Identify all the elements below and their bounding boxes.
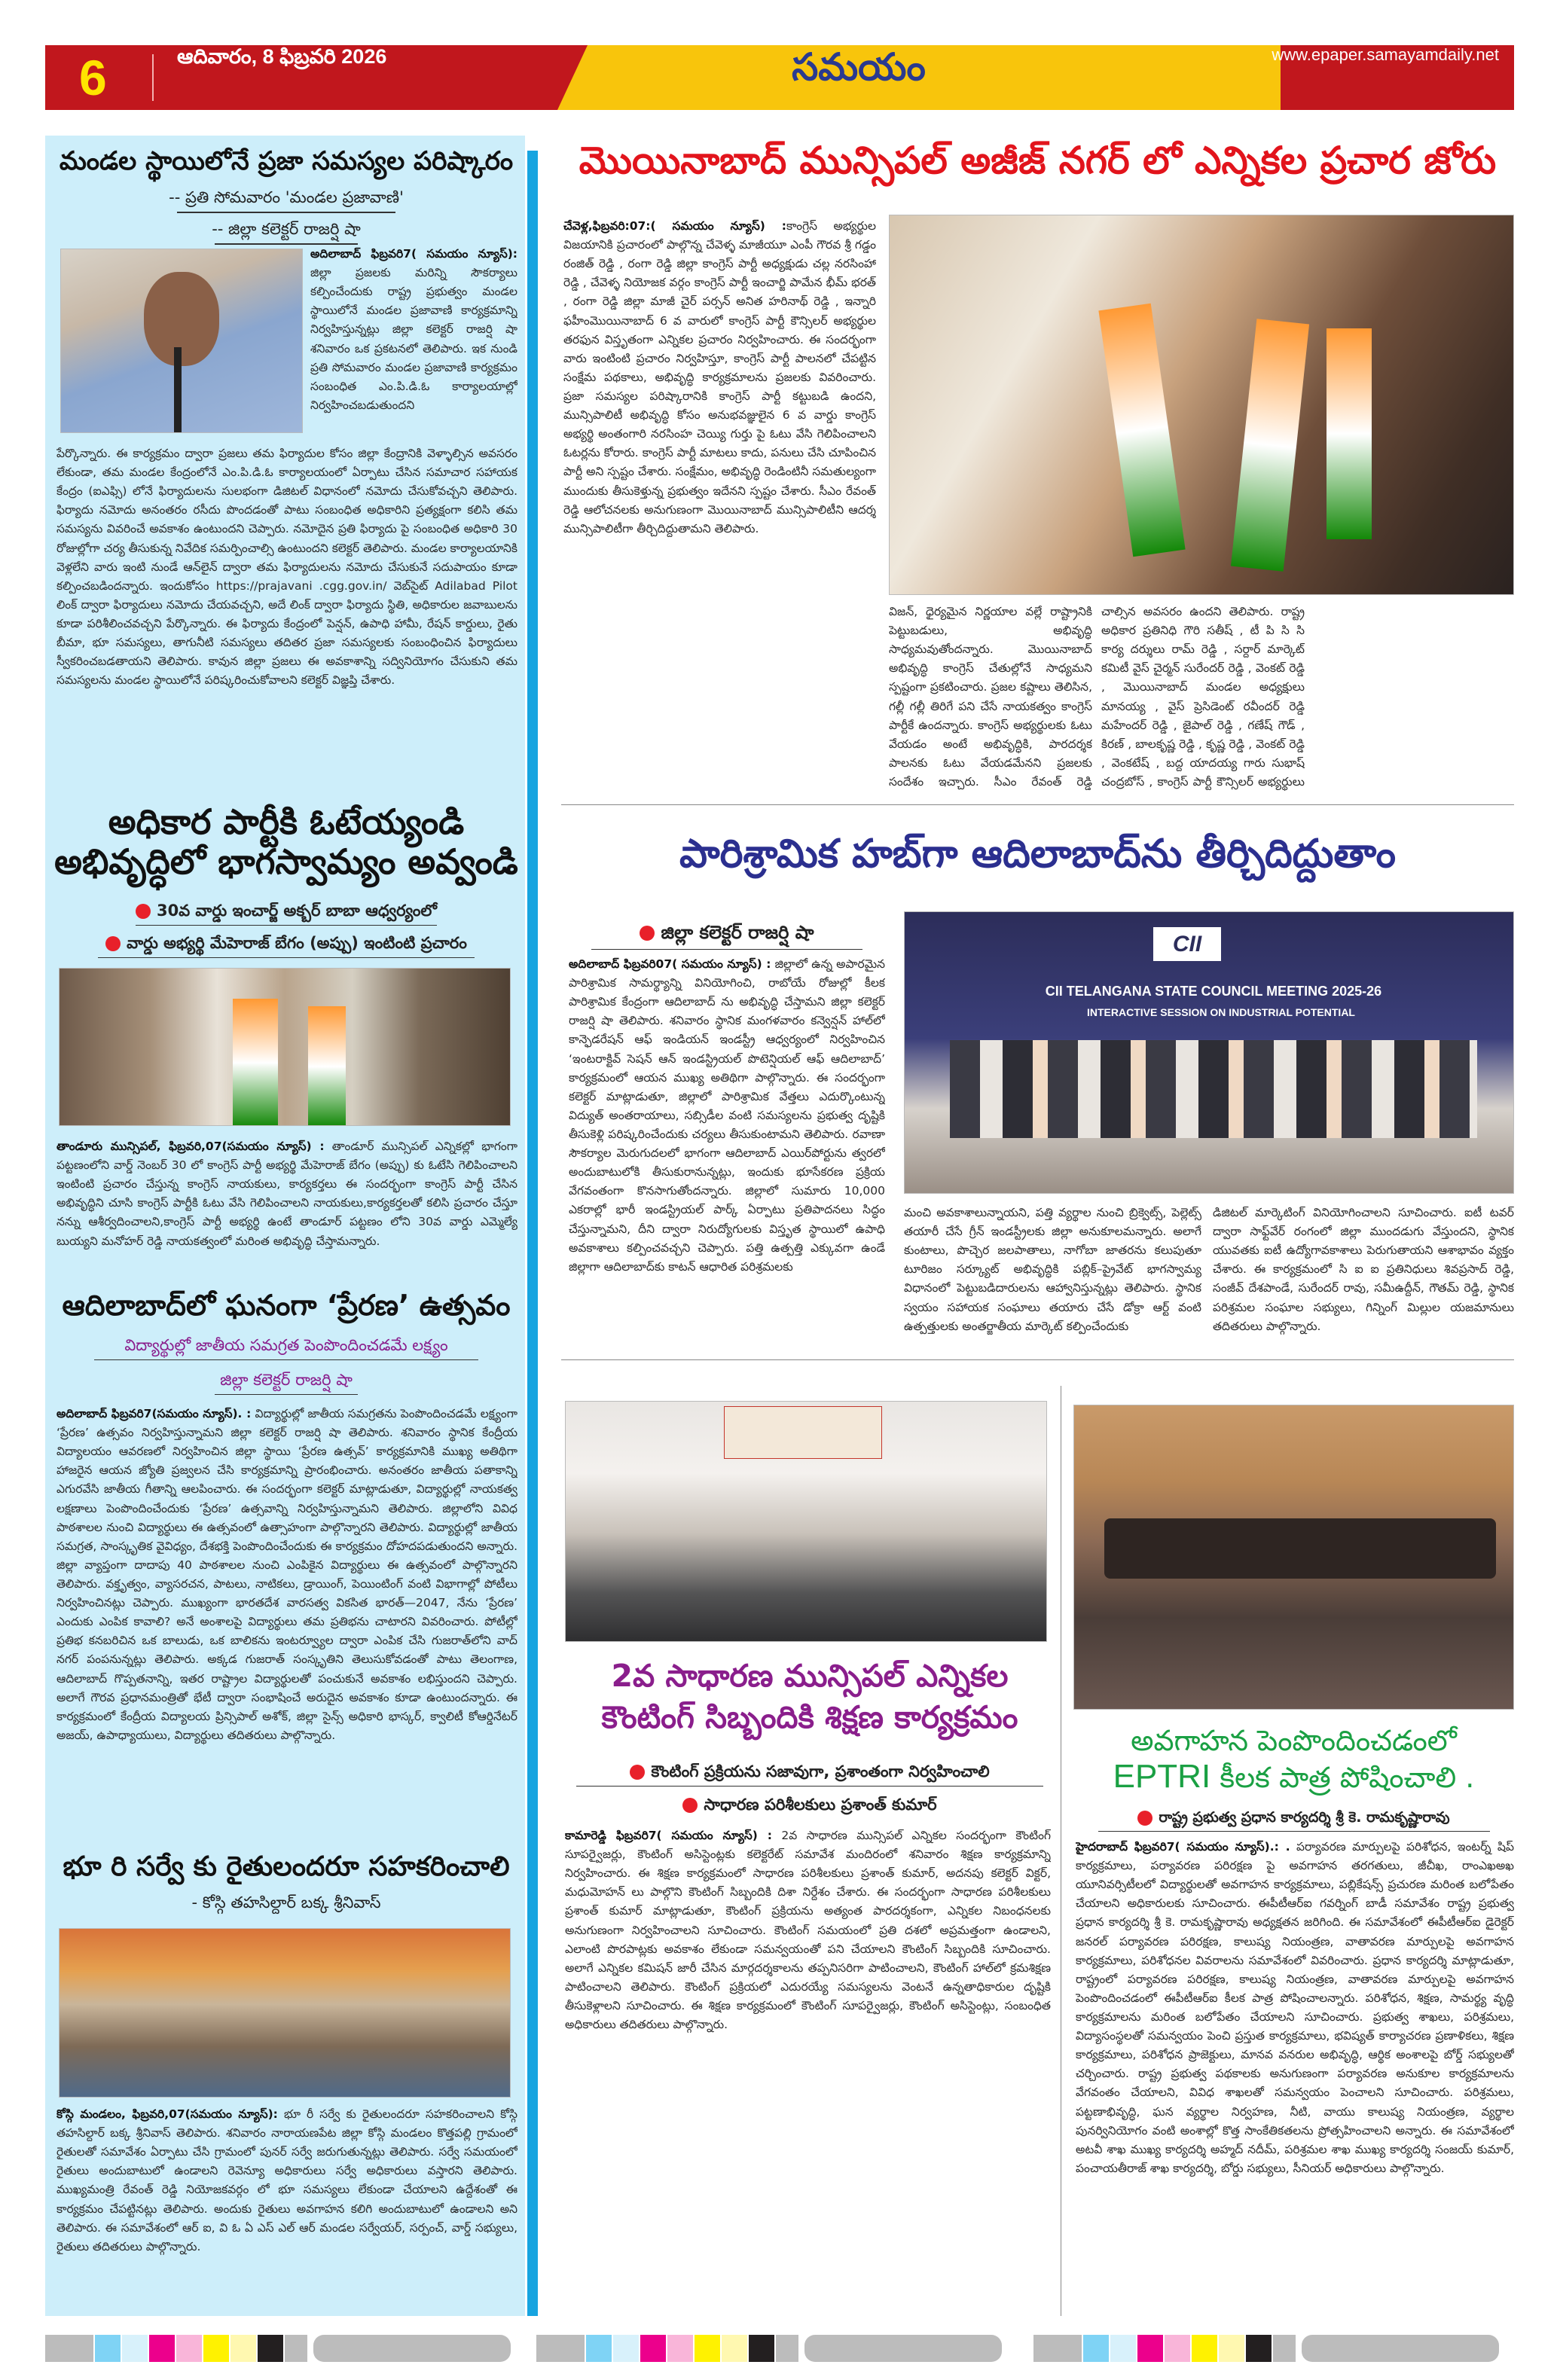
gray-pill (313, 2335, 511, 2362)
bullet-dot-icon (105, 936, 121, 951)
article-body (56, 1137, 517, 1280)
rule (1098, 1831, 1490, 1832)
meeting-photo (59, 1928, 511, 2098)
article-body-continued: పేర్కొన్నారు. ఈ కార్యక్రమం ద్వారా ప్రజలు తమ ఫిర్యాదుల కోసం జిల్లా కేంద్రానికి వెళ్ళాల్సిన అవసరం లేకుండా, తమ మండల కేంద్రంలోనే ఎం.పి.డి.ఓ కార్యాలయంలో ఏర్పాటు చేసిన సమాచార సహాయక కేంద్రం (ఐఎఫ్సి) లోనే ఫిర్యాదులను సులభంగా డిజిటల్ విధానంలో నమోదు చేసుకోవచ్చని తెలిపారు. ఫిర్యాదు నమోదు అనంతరం రసీదు పొందడంతో పాటు సంబంధిత అధికారిని ప్రత్యక్షంగా కలిసి తమ సమస్యను వివరించే అవకాశం ఉంటుందని చెప్పారు. నమోదైన ప్రతి ఫిర్యాదు పై సంబంధిత అధికారి 30 రోజుల్లోగా చర్య తీసుకున్న నివేదిక సమర్పించాల్సి ఉంటుందని కలెక్టర్ తెలిపారు. మండల కార్యాలయానికి వెళ్లలేని వారు ఇంటి నుండే ఆన్‌లైన్ ద్వారా తమ ఫిర్యాదులను నమోదు చేసుకునే సదుపాయం కూడా కల్పించబడిందన్నారు. ఇందుకోసం https://prajavani .cgg.gov.in/ వెబ్‌సైట్ Adilabad Pilot లింక్ ద్వారా ఫిర్యాదులు నమోదు చేయవచ్చని, అదే లింక్ ద్వారా ఫిర్యాదు స్థితి, అధికారుల జవాబులను కూడా పరిశీలించవచ్చని పేర్కొన్నారు. ఈ ఫిర్యాదు కేంద్రంలో పెన్షన్, ఉపాధి హామీ, రేషన్ కార్డులు, రైతు బీమా, భూ సమస్యలు, తాగునీటి సమస్యలు తదితర ప్రజా సమస్యలకు సంబంధించిన ఫిర్యాదులు స్వీకరించబడతాయని తెలిపారు. కావున జిల్లా ప్రజలు ఈ అవకాశాన్ని సద్వినియోగం చేసుకుని తమ సమస్యలను మండల స్థాయిలోనే పరిష్కరించుకోవాలని కలెక్టర్ విజ్ఞప్తి చేశారు. (56, 447, 517, 688)
conference-table (1104, 1518, 1496, 1579)
epaper-url-link[interactable]: www.epaper.samayamdaily.net (1272, 45, 1499, 64)
collector-photo (60, 249, 303, 433)
article-byline: - కోస్గి తహసిల్దార్ బక్క శ్రీనివాస్ (191, 1893, 381, 1912)
article-headline (1070, 1725, 1518, 1796)
article-headline: 2వ సాధారణ మున్సిపల్ ఎన్నికల కౌంటింగ్ సిబ్బందికి శిక్షణ కార్యక్రమం (601, 1658, 1018, 1736)
subheading-text: విద్యార్థుల్లో జాతీయ సమగ్రత పెంపొందించడమే లక్ష్యం (124, 1336, 448, 1354)
article-body-col: మంచి అవకాశాలున్నాయని, పత్తి వ్యర్థాల నుంచి బ్రిక్వెట్స్, పెల్లెట్స్ తయారీ చేసే గ్రీన్ ఇండస్ట్రీలకు జిల్లా అనుకూలమన్నారు. అలాగే కుంటాలు, పొచ్చెర జలపాతాలు, నాగోబా జాతరను కలుపుతూ టూరిజం సర్క్యూట్ అభివృద్ధికి పబ్లిక్–ప్రైవేట్ భాగస్వామ్య విధానంలో పెట్టుబడిదారులను ఆహ్వానిస్తున్నట్లు తెలిపారు. స్థానిక స్వయం సహాయక సంఘాలు తయారు చేసే డోక్రా ఆర్ట్ వంటి ఉత్పత్తులకు అంతర్జాతీయ మార్కెట్ కల్పించేందుకు (904, 1206, 1201, 1333)
rule (177, 212, 395, 213)
dateline: అదిలాబాద్ ఫిబ్రవరి7(సమయం న్యూస్). : (56, 1407, 252, 1420)
bullet-dot-icon (682, 1798, 698, 1813)
section-divider (561, 1359, 1514, 1360)
bullet-text: 30వ వార్డు ఇంచార్జ్ అక్బర్ బాబా ఆధ్వర్యంలో (156, 902, 438, 920)
article-body (1076, 1838, 1514, 2316)
cii-logo: CII (1153, 927, 1221, 961)
bullet-point (561, 1761, 1058, 1787)
color-swatch (1219, 2335, 1244, 2362)
eptri-meeting-photo (1073, 1405, 1514, 1710)
bullet-point (53, 932, 520, 958)
color-swatch (640, 2335, 666, 2362)
article-byline (565, 920, 889, 950)
article-body (563, 217, 876, 793)
gray-pill (1302, 2335, 1499, 2362)
bullet-point (53, 900, 520, 926)
rule (591, 949, 862, 950)
subheading-text: -- ప్రతి సోమవారం 'మండల ప్రజావాణి' (169, 188, 404, 206)
cii-meeting-photo (904, 911, 1514, 1194)
bullet-dot-icon (640, 926, 655, 941)
article-body (569, 955, 885, 1343)
campaign-photo (59, 968, 511, 1126)
body-text: జిల్లా ప్రజలకు మరిన్ని సౌకర్యాలు కల్పించేందుకు రాష్ట్ర ప్రభుత్వం మండల స్థాయిలోనే మండల ప్రజావాణి కార్యక్రమాన్ని నిర్వహిస్తున్నట్లు జిల్లా కలెక్టర్ రాజర్షి షా శనివారం ఒక ప్రకటనలో తెలిపారు. ఇక నుండి ప్రతి సోమవారం మండల ప్రజావాణి కార్యక్రమం సంబంధిత ఎం.పి.డి.ఓ కార్యాలయాల్లో నిర్వహించబడుతుందని (310, 266, 517, 412)
body-text: పర్యావరణ మార్పులపై పరిశోధన, ఇంటర్న్ షిప్ కార్యక్రమాలు, పర్యావరణ పరిరక్షణ పై అవగాహన తరగతులు, జీచీఖ, రాంఎఖఅఖ యూనివర్సిటీలలో విద్యార్థులతో అవగాహన కార్యక్రమాలు, పబ్లికేషన్స్ ప్రచురణ మరింత బలోపేతం చేయాలని అధికారులకు సూచించారు. ఈపీటీఆర్ఐ గవర్నింగ్ బాడీ సమావేశం రాష్ట్ర ప్రభుత్వ ప్రధాన కార్యదర్శి శ్రీ కె. రామకృష్ణారావు అధ్యక్షతన జరిగింది. ఈ సమావేశంలో ఈపీటీఆర్ఐ డైరెక్టర్ జనరల్ పర్యావరణ పరిరక్షణ, కాలుష్య నియంత్రణ, వాతావరణ మార్పులపై అవగాహన కార్యక్రమాలు, పరిశోధనల వివరాలను సమావేశంలో వివరించారు. ప్రధాన కార్యదర్శి మాట్లాడుతూ, రాష్ట్రంలో పర్యావరణ పరిరక్షణ, కాలుష్య నియంత్రణ, వాతావరణ మార్పులపై అవగాహన పెంపొందించడంలో ఈపీటీఆర్ఐ కీలక పాత్ర పోషించాలన్నారు. పరిశోధన, శిక్షణ, సామర్థ్య వృద్ధి కార్యక్రమాలను మరింత బలోపేతం చేయాలని సూచించారు. ప్రభుత్వ శాఖలు, పరిశ్రమలు, విద్యాసంస్థలతో సమన్వయం పెంచి ప్రస్తుత కార్యక్రమాలు, భవిష్యత్ కార్యాచరణ ప్రణాళికలు, శిక్షణ కార్యక్రమాలు, పరిశోధన ప్రాజెక్టులు, మానవ వనరుల అభివృద్ధి, ఆర్థిక అంశాలపై బోర్డ్ సభ్యులతో చర్చించారు. రాష్ట్ర ప్రభుత్వ పథకాలకు అనుగుణంగా పర్యావరణ అనుకూల కార్యక్రమాలను వేగవంతం చేయాలని, వివిధ శాఖలతో సమన్వయం పెంచాలని సూచించారు. పరిశ్రమలు, పట్టణాభివృద్ధి, ఘన వ్యర్థాల నిర్వహణ, నీటి, వాయు కాలుష్య నియంత్రణ, వ్యర్థాల పునర్వినియోగం వంటి అంశాల్లో కొత్త సాంకేతికతలను ప్రోత్సహించాలని అన్నారు. ఈ సమావేశంలో అటవీ శాఖ ముఖ్య కార్యదర్శి అహ్మద్ నదీమ్, పరిశ్రమల శాఖ ముఖ్య కార్యదర్శి సంజయ్ కుమార్, పంచాయతీరాజ్ శాఖ కార్యదర్శి, బోర్డు సభ్యులు, సీనియర్ అధికారులు పాల్గొన్నారు. (1076, 1840, 1514, 2175)
color-swatch (1165, 2335, 1190, 2362)
body-text: తాండూర్ మున్సిపల్ ఎన్నికల్లో భాగంగా పట్టణంలోని వార్డ్ నెంబర్ 30 లో కాంగ్రెస్ పార్టీ అభ్యర్థి మేహెరాజ్ బేగం (అప్పు) కు ఓటేసి గెలిపించాలని ఇంటింటి ప్రచారం చేస్తున్న కాంగ్రెస్ నాయకులు, కార్యకర్తలు ఈ సందర్భంగా కాంగ్రెస్ పార్టీ చేసిన అభివృద్ధిని చూసి కాంగ్రెస్ పార్టీకి ఓటు వేసి గెలిపించాలని నాయకులు,కార్యకర్తలతో కలిసి ప్రచారం చేస్తూ నన్ను ఆశీర్వదించాలని,కాంగ్రెస్ పార్టీ అభ్యర్థి ఉంటే తాండూర్ పట్టణం లోని 30వ వార్డు ఎమ్మెల్యే బుయ్యని మనోహర్ రెడ్డి నాయకత్వంలో మరింత అభివృద్ధి చేస్తామన్నారు. (56, 1140, 517, 1248)
dateline: తాండూరు మున్సిపల్, ఫిబ్రవరి,07(సమయం న్యూస్) : (56, 1140, 325, 1153)
color-swatch (749, 2335, 774, 2362)
color-swatch (586, 2335, 612, 2362)
party-scarf (1098, 304, 1185, 557)
party-scarf (233, 999, 278, 1126)
article-headline: మండల స్థాయిలోనే ప్రజా సమస్యల పరిష్కారం (59, 146, 514, 176)
headline-eptri: EPTRI (1113, 1757, 1211, 1795)
bullet-dot-icon (1137, 1811, 1152, 1826)
color-swatch (203, 2335, 229, 2362)
rule (136, 925, 437, 926)
training-photo (565, 1401, 1047, 1642)
microphone-icon (174, 347, 182, 433)
article-body (56, 1405, 517, 1800)
page-header (45, 45, 1514, 110)
portrait-face (144, 272, 219, 366)
rule (576, 1786, 1043, 1787)
article-body-col: డిజిటల్ మార్కెటింగ్ వినియోగించాలని సూచించారు. ఐటీ టవర్ ద్వారా సాఫ్ట్‌వేర్ రంగంలో జిల్లా ముందడుగు వేస్తుందని, స్థానిక యువతకు ఐటీ ఉద్యోగావకాశాలు పెరుగుతాయని ఆశాభావం వ్యక్తం చేశారు. ఈ కార్యక్రమంలో సి ఐ ఐ ప్రతినిధులు శివప్రసాద్ రెడ్డి, సంజీవ్ దేశపాండే, సురేందర్ రావు, సమీఉద్దీన్, గౌతమ్ రెడ్డి, స్థానిక పరిశ్రమల సంఘాల సభ్యులు, గిన్నింగ్ మిల్లుల యజమానులు తదితరులు పాల్గొన్నారు. (1213, 1206, 1514, 1333)
dateline: కోస్గి మండలం, ఫిబ్రవరి,07(సమయం న్యూస్): (56, 2107, 278, 2121)
byline-text: జిల్లా కలెక్టర్ రాజర్షి షా (220, 1371, 353, 1389)
color-swatch (149, 2335, 175, 2362)
article-subheading (53, 1335, 520, 1360)
bullet-text: రాష్ట్ర ప్రభుత్వ ప్రధాన కార్యదర్శి శ్రీ కె. రామకృష్ణారావు (1159, 1809, 1450, 1826)
party-scarf (308, 1006, 346, 1126)
byline-text: -- జిల్లా కలెక్టర్ రాజర్షి షా (212, 220, 361, 238)
color-swatch (667, 2335, 693, 2362)
bullet-dot-icon (630, 1765, 645, 1780)
byline-text: జిల్లా కలెక్టర్ రాజర్షి షా (661, 922, 814, 943)
article-body (565, 1826, 1051, 2316)
masthead-logo: సమయం (792, 45, 926, 89)
color-swatch (776, 2335, 798, 2362)
banner-text: CII TELANGANA STATE COUNCIL MEETING 2025-26 (1045, 984, 1382, 999)
body-text: భూ రీ సర్వే కు రైతులందరూ సహకరించాలని కోస్గి తహసిల్దార్ బక్క శ్రీనివాస్ తెలిపారు. శనివారం నారాయణపేట జిల్లా కోస్గి మండలం కొత్తపల్లి గ్రామంలో రైతులతో సమావేశం ఏర్పాటు చేసి గ్రామంలో పునర్ సర్వే జరుగుతున్నట్లు తెలిపారు. సర్వే సమయంలో రైతులు అందుబాటులో ఉండాలని రెవెన్యూ అధికారులు సర్వే అధికారులు వస్తారని తెలిపారు. ముఖ్యమంత్రి రేవంత్ రెడ్డి నియోజకవర్గం లో భూ సమస్యలు లేకుండా చేయాలని ఉద్దేశంతో ఈ కార్యక్రమం చేపట్టినట్లు తెలిపారు. అందుకు రైతులు అవగాహన కలిగి అందుబాటులో ఉండాలని అని తెలిపారు. ఈ సమావేశంలో ఆర్ ఐ, వి ఓ ఏ ఎస్ ఎల్ ఆర్ మండల సర్వేయర్, సర్పంచ్, వార్డ్ సభ్యులు, రైతులు తదితరులు పాల్గొన్నారు. (56, 2107, 517, 2253)
color-swatch (258, 2335, 283, 2362)
guests-row (950, 1040, 1477, 1138)
bullet-point (1070, 1808, 1518, 1832)
color-swatch (1192, 2335, 1217, 2362)
body-text: 2వ సాధారణ మున్సిపల్ ఎన్నికల సందర్భంగా కౌంటింగ్ సూపర్వైజర్లు, కౌంటింగ్ అసిస్టెంట్లకు కలెక్టరేట్ సమావేశ మందిరంలో శనివారం శిక్షణ కార్యక్రమాన్ని నిర్వహించారు. ఈ శిక్షణ కార్యక్రమంలో సాధారణ పరిశీలకులు ప్రశాంత్ కుమార్, అదనపు కలెక్టర్ విక్టర్, మధుమోహన్ లు పాల్గొని కౌంటింగ్ సిబ్బందికి దిశా నిర్దేశం చేశారు. ఈ సందర్భంగా సాధారణ పరిశీలకులు ప్రశాంత్ కుమార్ మాట్లాడుతూ, కౌంటింగ్ ప్రక్రియను అత్యంత పారదర్శకంగా, ఎన్నికల నిబంధనలకు అనుగుణంగా నిర్వహించాలని సూచించారు. కౌంటింగ్ సమయంలో ప్రతి దశలో అప్రమత్తంగా ఉండాలని, ఎలాంటి పొరపాట్లకు అవకాశం లేకుండా సమన్వయంతో పని చేయాలని కౌంటింగ్ సిబ్బందికి సూచించారు. అలాగే ఎన్నికల కమిషన్ జారీ చేసిన మార్గదర్శకాలను తప్పనిసరిగా పాటించాలని, కౌంటింగ్ హాల్‌లో క్రమశిక్షణ పాటించాలని తెలిపారు. కౌంటింగ్ ప్రక్రియలో ఎదురయ్యే సమస్యలను వెంటనే ఉన్నతాధికారుల దృష్టికి తీసుకెళ్లాలని సూచించారు. ఈ శిక్షణ కార్యక్రమంలో కౌంటింగ్ సూపర్వైజర్లు, కౌంటింగ్ అసిస్టెంట్లు, సంబంధిత అధికారులు తదితరులు పాల్గొన్నారు. (565, 1829, 1051, 2032)
article-headline: భూ రి సర్వే కు రైతులందరూ సహకరించాలి (63, 1851, 510, 1882)
header-divider (152, 54, 154, 101)
gray-pill (804, 2335, 1002, 2362)
bullet-dot-icon (136, 904, 151, 919)
article-body-col: చాల్సిన అవసరం ఉందని తెలిపారు. రాష్ట్ర అధికార ప్రతినిధి గౌరి సతీష్ , టీ పి సి సి కార్య దర్శులు రామ్ రెడ్డి , సర్దార్ మార్కెట్ కమిటీ వైస్ చైర్మన్ సురేందర్ రెడ్డి , వెంకట్ రెడ్డి , మొయినాబాద్ మండల అధ్యక్షులు మానయ్య , వైస్ ప్రెసిడెంట్ రవీందర్ రెడ్డి మహేందర్ రెడ్డి , జైపాల్ రెడ్డి , గణేష్ గౌడ్ , కిరణ్ , బాలకృష్ణ రెడ్డి , కృష్ణ రెడ్డి , వెంకట్ రెడ్డి , వెంకటేష్ , బద్ద యాదయ్య గారు సుభాష్ చంద్రబోస్ , కాంగ్రెస్ పార్టీ కౌన్సిలర్ అభ్యర్థులు (1101, 605, 1305, 789)
color-swatch (536, 2335, 585, 2362)
banner-subtext: INTERACTIVE SESSION ON INDUSTRIAL POTENTIAL (1087, 1006, 1355, 1018)
article-byline (53, 1369, 520, 1395)
party-scarf (1231, 319, 1309, 572)
color-swatch (695, 2335, 720, 2362)
bullet-text: వార్డు అభ్యర్థి మేహెరాజ్ బేగం (అప్పు) ఇంటింటి ప్రచారం (127, 934, 467, 952)
body-text: విద్యార్థుల్లో జాతీయ సమగ్రతను పెంపొందించడమే లక్ష్యంగా ‘ప్రేరణ’ ఉత్సవం నిర్వహిస్తున్నామని జిల్లా కలెక్టర్ రాజర్షి షా తెలిపారు. శనివారం స్థానిక కేంద్రీయ విద్యాలయం ఆవరణలో నిర్వహించిన జిల్లా స్థాయి ‘ప్రేరణ ఉత్సవ్’ కార్యక్రమానికి ముఖ్య అతిథిగా హాజరైన ఆయన జ్యోతి ప్రజ్వలన చేసి కార్యక్రమాన్ని ప్రారంభించారు. అనంతరం జాతీయ పతాకాన్ని ఎగురవేసి జాతీయ గీతాన్ని ఆలపించారు. ఈ సందర్భంగా కలెక్టర్ మాట్లాడుతూ, విద్యార్థుల్లో నాయకత్వ లక్షణాలు పెంపొందించేందుకు ‘ప్రేరణ’ ఉత్సవాన్ని నిర్వహిస్తున్నామని తెలిపారు. జిల్లాలోని వివిధ పాఠశాలల నుంచి విద్యార్థులు ఈ ఉత్సవంలో ఉత్సాహంగా పాల్గొన్నారని తెలిపారు. విద్యార్థుల్లో జాతీయ సమగ్రత, సాంస్కృతిక వైవిధ్యం, దేశభక్తి పెంపొందించేందుకు ఈ కార్యక్రమం దోహదపడుతుందని అన్నారు. జిల్లా వ్యాప్తంగా దాదాపు 40 పాఠశాలల నుంచి ఎంపికైన విద్యార్థులు ఈ ఉత్సవంలో పాల్గొన్నారని తెలిపారు. వక్తృత్వం, వ్యాసరచన, పాటలు, నాటికలు, డ్రాయింగ్, పెయింటింగ్ వంటి విభాగాల్లో పోటీలు నిర్వహించినట్లు చెప్పారు. ముఖ్యంగా భారతదేశ వారసత్వ వికసిత భారత్—2047, నేను ‘ప్రేరణ’ ఎందుకు ఎంపిక కావాలి? అనే అంశాలపై విద్యార్థులు తమ ప్రతిభను చాటారని వివరించారు. పోటీల్లో ప్రతిభ కనబరిచిన ఒక బాలుడు, ఒక బాలికను ఇంటర్వ్యూల ద్వారా ఎంపిక చేసి గుజరాత్‌లోని వాద్ నగర్ పంపనున్నట్లు తెలిపారు. అక్కడ గుజరాత్ సంస్కృతిని తెలుసుకోవడంతో పాటు తెలంగాణ, ఆదిలాబాద్ గొప్పతనాన్ని, ఇతర రాష్ట్రాల విద్యార్థులతో పంచుకునే అవకాశం లభిస్తుందని చెప్పారు. అలాగే గౌరవ ప్రధానమంత్రితో భేటీ ద్వారా సంభాషించే అరుదైన అవకాశం కూడా ఉంటుందన్నారు. ఈ కార్యక్రమంలో కేంద్రీయ విద్యాలయ ప్రిన్సిపాల్ అశోక్, జిల్లా సైన్స్ అధికారి భాస్కర్, క్వాలిటీ కోఆర్డినేటర్ అజయ్, ఉపాధ్యాయులు, విద్యార్థులు తదితరులు పాల్గొన్నారు. (56, 1407, 517, 1742)
bullet-text: సాధారణ పరిశీలకులు ప్రశాంత్ కుమార్ (704, 1796, 937, 1814)
campaign-photo (889, 215, 1514, 595)
color-swatch (1246, 2335, 1272, 2362)
article-body (56, 2105, 517, 2316)
dateline: చేవెళ్ల,ఫిబ్రవరి:07:( సమయం న్యూస్) : (563, 219, 786, 233)
color-swatch (613, 2335, 639, 2362)
color-swatch (1110, 2335, 1136, 2362)
article-body (310, 245, 517, 444)
rule (215, 1394, 358, 1395)
color-swatch (285, 2335, 307, 2362)
headline-line2: కీలక పాత్ర పోషించాలి . (1220, 1760, 1475, 1794)
color-swatch (1273, 2335, 1296, 2362)
bullet-text: కౌంటింగ్ ప్రక్రియను సజావుగా, ప్రశాంతంగా నిర్వహించాలి (651, 1762, 990, 1780)
dateline: కామారెడ్డి ఫిబ్రవరి7( సమయం న్యూస్) : (565, 1829, 772, 1842)
article-headline: పారిశ్రామిక హబ్‌గా ఆదిలాబాద్‌ను తీర్చిదిద్దుతాం (679, 831, 1396, 877)
counting-banner (724, 1406, 882, 1459)
article-headline: అధికార పార్టీకి ఓటేయ్యండి అభివృద్ధిలో భాగస్వామ్యం అవ్వండి (54, 801, 518, 882)
issue-date: ఆదివారం, 8 ఫిబ్రవరి 2026 (177, 45, 387, 68)
color-swatch (122, 2335, 148, 2362)
color-swatch (1033, 2335, 1082, 2362)
dateline: అదిలాబాద్ ఫిబ్రవరి07( సమయం న్యూస్) : (569, 957, 771, 971)
color-swatch (95, 2335, 121, 2362)
body-text: కాంగ్రెస్ అభ్యర్థుల విజయానికి ప్రచారంలో పాల్గొన్న చేవెళ్ళ మాజీయూ ఎంపీ గౌరవ శ్రీ గడ్డం రంజిత్ రెడ్డి , రంగా రెడ్డి జిల్లా కాంగ్రెస్ పార్టీ అధ్యక్షుడు చల్ల నరసింహా రెడ్డి , చేవెళ్ళ నియోజక వర్గం కాంగ్రెస్ పార్టీ ఇంచార్జి పామేన భీమ్ భరత్ , రంగా రెడ్డి జిల్లా మాజీ చైర్ పర్సన్ అనిత హరినాథ్ రెడ్డి , ఇన్నారి ఫహీంమొయినాబాద్ 6 వ వారులో కాంగ్రెస్ పార్టీ కౌన్సిలర్ అభ్యర్థుల తరఫున విస్తృతంగా ఎన్నికల ప్రచారం నిర్వహించారు. ఈ సందర్భంగా వారు ఇంటింటి ప్రచారం నిర్వహిస్తూ, కాంగ్రెస్ పార్టీ పాలనలో చేపట్టిన సంక్షేమ పథకాలు, అభివృద్ధి కార్యక్రమాలను ప్రజలకు వివరించారు. ప్రజా సమస్యల పరిష్కారానికి కాంగ్రెస్ పార్టీ కట్టుబడి ఉందని, మున్సిపాలిటీ అభివృద్ధి కోసం అనుభవజ్ఞులైన 6 వ వార్డు కాంగ్రెస్ అభ్యర్థి అంతంగారి నరసింహ చెయ్యి గుర్తు పై ఓటు వేసి గెలిపించాలని ఓటర్లను కోరారు. కాంగ్రెస్ పార్టీ మాటలు కాదు, పనులు చేసి చూపించిన పార్టీ అని స్పష్టం చేశారు. సంక్షేమం, అభివృద్ధి రెండింటినీ సమతుల్యంగా ముందుకు తీసుకెళ్తున్న ప్రభుత్వం ఇదేనని స్పష్టం చేశారు. సీఎం రేవంత్ రెడ్డి ఆలోచనలకు అనుగుణంగా మొయినాబాద్ మున్సిపాలిటీని ఆదర్శ మున్సిపాలిటీగా తీర్చిదిద్దుతామని తెలిపారు. (563, 219, 876, 536)
party-scarf (1327, 328, 1372, 539)
dateline: అదిలాబాద్ ఫిబ్రవరి7( సమయం న్యూస్): (310, 247, 517, 261)
color-swatch (1083, 2335, 1109, 2362)
article-body-col: విజన్, ధైర్యమైన నిర్ణయాల వల్లే రాష్ట్రానికి పెట్టుబడులు, అభివృద్ధి సాధ్యమవుతోందన్నారు. మొయినాబాద్ అభివృద్ధి కాంగ్రెస్ చేతుల్లోనే సాధ్యమని స్పష్టంగా ప్రకటించారు. ప్రజల కష్టాలు తెలిసిన, గల్లీ గల్లీ తిరిగే పని చేసే నాయకత్వం కాంగ్రెస్ పార్టీకే ఉందన్నారు. కాంగ్రెస్ అభ్యర్థులకు ఓటు వేయడం అంటే అభివృద్ధికి, పారదర్శక పాలనకు ఓటు వేయడమేనని ప్రజలకు సందేశం ఇచ్చారు. సీఎం రేవంత్ రెడ్డి (889, 605, 1092, 789)
rule (98, 957, 475, 958)
lead-headline: మొయినాబాద్ మున్సిపల్ అజీజ్ నగర్ లో ఎన్నికల ప్రచార జోరు (579, 139, 1497, 182)
body-text: జిల్లాలో ఉన్న అపారమైన పారిశ్రామిక సామర్థ్యాన్ని వినియోగించి, రాబోయే రోజుల్లో కీలక పారిశ్రామిక కేంద్రంగా ఆదిలాబాద్ ను అభివృద్ధి చేస్తామని జిల్లా కలెక్టర్ రాజర్షి షా తెలిపారు. శనివారం స్థానిక మంగళవారం కన్వెన్షన్ హాల్‌లో కాన్ఫెడరేషన్ ఆఫ్ ఇండియన్ ఇండస్ట్రీ ఆధ్వర్యంలో నిర్వహించిన ‘ఇంటరాక్టివ్ సెషన్ ఆన్ ఇండస్ట్రియల్ పొటెన్షియల్ ఆఫ్ ఆదిలాబాద్’ కార్యక్రమంలో ఆయన ముఖ్య అతిథిగా పాల్గొన్నారు. ఈ సందర్భంగా కలెక్టర్ మాట్లాడుతూ, జిల్లాలో పారిశ్రామిక వేత్తలు ఎదుర్కొంటున్న విద్యుత్ అంతరాయాలు, సబ్సిడీల వంటి సమస్యలను ప్రభుత్వ దృష్టికి తీసుకెళ్లి పరిష్కరించేందుకు చర్యలు తీసుకుంటామని తెలిపారు. రవాణా సౌకర్యాల మెరుగుదలలో భాగంగా ఆదిలాబాద్ ఎయిర్‌పోర్టును త్వరలో అందుబాటులోకి తీసుకురానున్నట్లు, ఇందుకు భూసేకరణ ప్రక్రియ వేగవంతంగా కొనసాగుతోందన్నారు. జిల్లాలో సుమారు 10,000 ఎకరాల్లో భారీ ఇండస్ట్రియల్ పార్క్ ఏర్పాటు ప్రతిపాదనలు సిద్ధం చేస్తున్నామని, దీని ద్వారా నిరుద్యోగులకు విస్తృత స్థాయిలో ఉపాధి అవకాశాలు కల్పించవచ్చని చెప్పారు. పత్తి ఉత్పత్తి ఎక్కువగా ఉండే జిల్లాగా ఆదిలాబాద్‌కు కాటన్ ఆధారిత పరిశ్రమలకు (569, 957, 885, 1274)
article-subheading (53, 187, 520, 213)
bullet-point (561, 1794, 1058, 1816)
headline-line1: అవగాహన పెంపొందించడంలో (1131, 1724, 1457, 1757)
color-swatch (176, 2335, 202, 2362)
color-swatch (230, 2335, 256, 2362)
page-number: 6 (79, 50, 107, 105)
color-swatch (45, 2335, 93, 2362)
section-divider (561, 804, 1514, 805)
article-byline (53, 218, 520, 245)
article-headline: ఆదిలాబాద్‌లో ఘనంగా ‘ప్రేరణ’ ఉత్సవం (62, 1289, 511, 1322)
color-swatch (722, 2335, 747, 2362)
column-accent-bar (527, 151, 538, 2316)
color-swatch (1137, 2335, 1163, 2362)
dateline: హైదరాబాద్ ఫిబ్రవరి7( సమయం న్యూస్).: . (1076, 1840, 1290, 1854)
rule (94, 1359, 478, 1360)
